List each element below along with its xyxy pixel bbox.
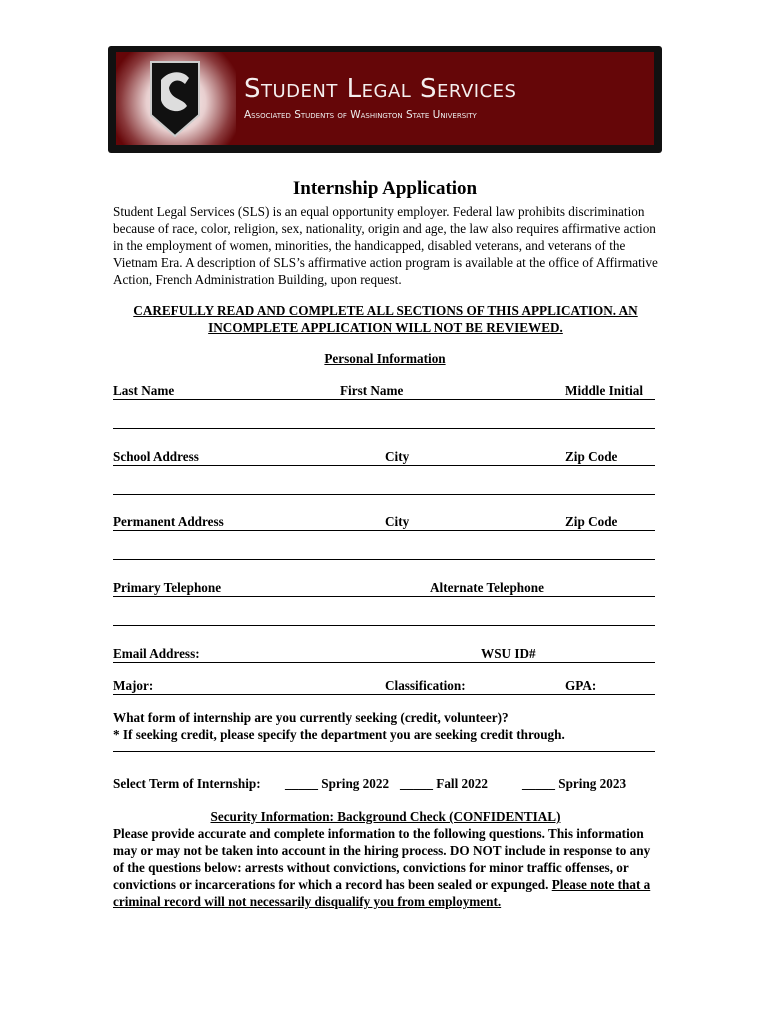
name-entry-line[interactable] xyxy=(113,428,655,429)
security-body: Please provide accurate and complete information to the following questions. This information may or may not be taken into account in the hiring process. DO NOT include in response to any of the questions below: arrests without convictions, convictions for minor traffic offenses, or convictions or incarcerations for which a record has been sealed or expunged. xyxy=(113,826,651,892)
school-address-label: School Address xyxy=(113,449,199,464)
first-name-label: First Name xyxy=(340,383,404,398)
zip-label: Zip Code xyxy=(565,449,618,464)
permanent-address-label: Permanent Address xyxy=(113,514,224,529)
email-row[interactable] xyxy=(113,646,655,663)
term-option-spring-2023[interactable]: _____ Spring 2023 xyxy=(522,776,627,791)
sls-banner-logo xyxy=(108,46,662,153)
name-row[interactable] xyxy=(113,383,655,400)
permanent-address-row[interactable] xyxy=(113,514,655,531)
banner-subtitle: Associated Students of Washington State University xyxy=(244,109,477,121)
page-title: Internship Application xyxy=(292,178,478,199)
personal-info-heading: Personal Information xyxy=(324,351,446,366)
security-heading: Security Information: Background Check (CONFIDENTIAL) xyxy=(210,809,561,824)
school-address-row[interactable] xyxy=(113,449,655,466)
internship-question: What form of internship are you currently seeking (credit, volunteer)? xyxy=(113,710,509,725)
telephone-row[interactable] xyxy=(113,580,655,597)
gpa-label: GPA: xyxy=(565,678,597,693)
last-name-label: Last Name xyxy=(113,383,175,398)
telephone-entry-line[interactable] xyxy=(113,625,655,626)
intro-paragraph: Student Legal Services (SLS) is an equal opportunity employer. Federal law prohibits discrimination because of race, color, religion, sex, nationality, origin and age, the law also requires affirmative action in the employment of women, minorities, the handicapped, disabled veterans, and veterans of the Vietnam Era. A description of SLS’s affirmative action program is available at the office of Affirmative Action, French Administration Building, upon request. xyxy=(113,204,658,287)
permanent-address-entry-line[interactable] xyxy=(113,559,655,560)
classification-label: Classification: xyxy=(385,678,466,693)
zip-label: Zip Code xyxy=(565,514,618,529)
city-label: City xyxy=(385,449,410,464)
security-note: Please note that a criminal record will not necessarily disqualify you from employment. xyxy=(113,877,651,909)
warning-text: CAREFULLY READ AND COMPLETE ALL SECTIONS OF THIS APPLICATION. AN INCOMPLETE APPLICATION WILL NOT BE REVIEWED. xyxy=(133,303,638,335)
major-label: Major: xyxy=(113,678,154,693)
wsu-id-label: WSU ID# xyxy=(481,646,536,661)
major-row[interactable] xyxy=(113,678,655,695)
primary-telephone-label: Primary Telephone xyxy=(113,580,222,595)
term-option-fall-2022[interactable]: _____ Fall 2022 xyxy=(400,776,488,791)
security-section xyxy=(113,808,658,910)
city-label: City xyxy=(385,514,410,529)
wsu-shield-icon xyxy=(149,60,201,138)
middle-initial-label: Middle Initial xyxy=(565,383,644,398)
term-label: Select Term of Internship: xyxy=(113,776,261,791)
credit-question: * If seeking credit, please specify the department you are seeking credit through. xyxy=(113,727,565,742)
banner-title: Student Legal Services xyxy=(244,74,517,104)
alternate-telephone-label: Alternate Telephone xyxy=(430,580,544,595)
email-label: Email Address: xyxy=(113,646,200,661)
credit-entry-line[interactable] xyxy=(113,751,655,752)
school-address-entry-line[interactable] xyxy=(113,494,655,495)
term-option-spring-2022[interactable]: _____ Spring 2022 xyxy=(285,776,390,791)
